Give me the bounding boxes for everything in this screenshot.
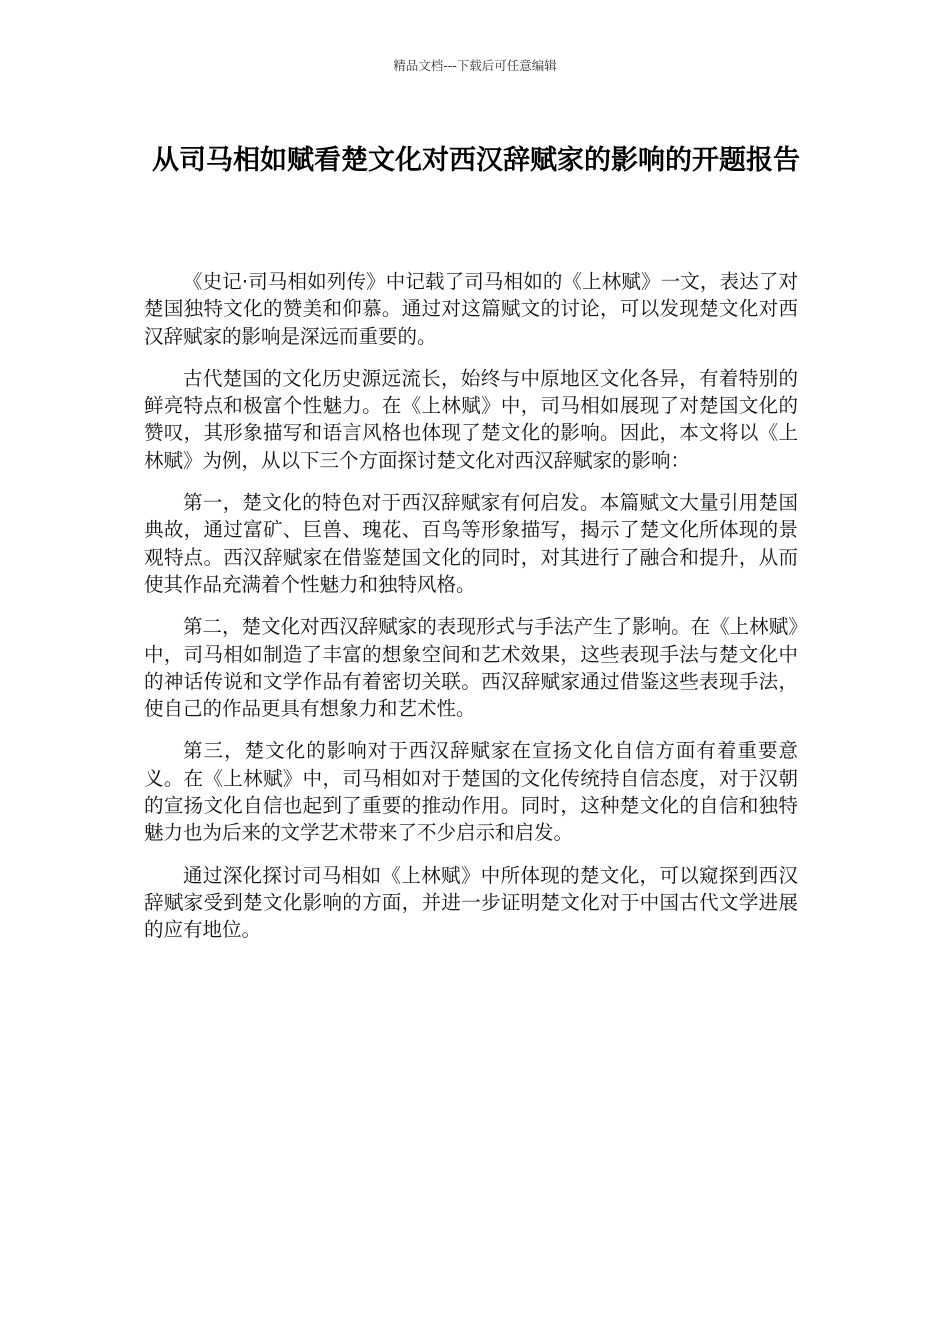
page-header: 精品文档---下载后可任意编辑 bbox=[393, 58, 557, 73]
body-paragraph: 第三，楚文化的影响对于西汉辞赋家在宣扬文化自信方面有着重要意义。在《上林赋》中，司马相如对于楚国的文化传统持自信态度，对于汉朝的宣扬文化自信也起到了重要的推动作用。同时，这种楚文化的自信和独特魅力也为后来的文学艺术带来了不少启示和启发。 bbox=[144, 739, 798, 845]
body-paragraph: 通过深化探讨司马相如《上林赋》中所体现的楚文化，可以窥探到西汉辞赋家受到楚文化影响的方面，并进一步证明楚文化对于中国古代文学进展的应有地位。 bbox=[144, 863, 798, 942]
document-title: 从司马相如赋看楚文化对西汉辞赋家的影响的开题报告 bbox=[152, 145, 800, 176]
body-paragraph: 《史记·司马相如列传》中记载了司马相如的《上林赋》一文，表达了对楚国独特文化的赞美和仰慕。通过对这篇赋文的讨论，可以发现楚文化对西汉辞赋家的影响是深远而重要的。 bbox=[144, 270, 798, 348]
body-paragraph: 第一，楚文化的特色对于西汉辞赋家有何启发。本篇赋文大量引用楚国典故，通过富矿、巨兽、瑰花、百鸟等形象描写，揭示了楚文化所体现的景观特点。西汉辞赋家在借鉴楚国文化的同时，对其进行了融合和提升，从而使其作品充满着个性魅力和独特风格。 bbox=[144, 491, 798, 596]
document-body bbox=[144, 268, 798, 959]
body-paragraph: 古代楚国的文化历史源远流长，始终与中原地区文化各异，有着特别的鲜亮特点和极富个性魅力。在《上林赋》中，司马相如展现了对楚国文化的赞叹，其形象描写和语言风格也体现了楚文化的影响。因此，本文将以《上林赋》为例，从以下三个方面探讨楚文化对西汉辞赋家的影响： bbox=[144, 366, 798, 472]
body-paragraph: 第二，楚文化对西汉辞赋家的表现形式与手法产生了影响。在《上林赋》中，司马相如制造了丰富的想象空间和艺术效果，这些表现手法与楚文化中的神话传说和文学作品有着密切关联。西汉辞赋家通过借鉴这些表现手法，使自己的作品更具有想象力和艺术性。 bbox=[144, 615, 798, 721]
